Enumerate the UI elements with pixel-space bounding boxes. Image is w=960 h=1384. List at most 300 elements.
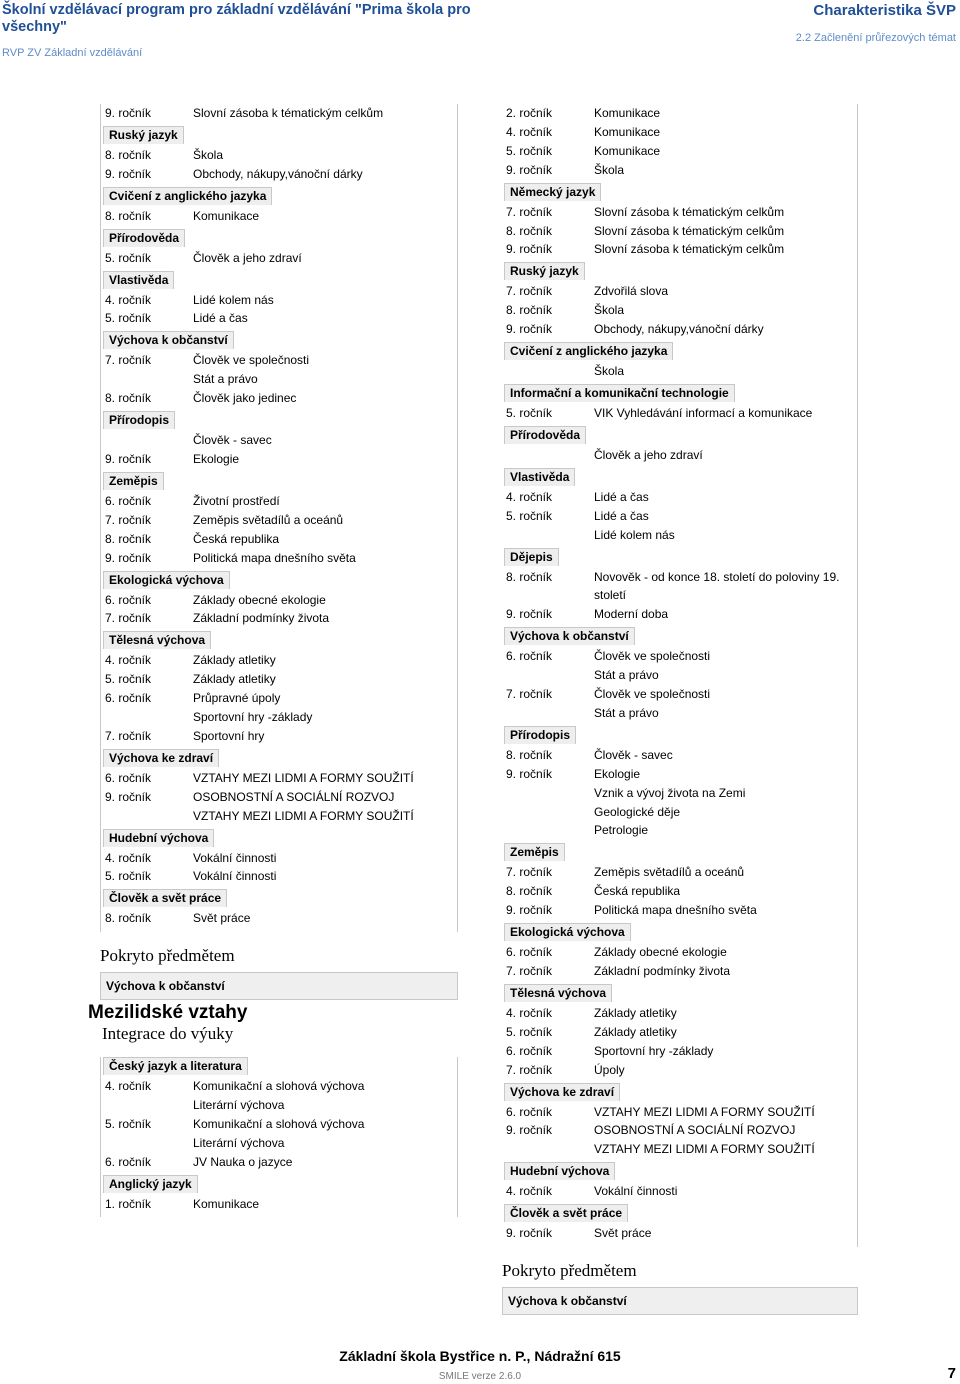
- topic-label: Politická mapa dnešního světa: [193, 550, 356, 565]
- grade-label: [502, 704, 594, 723]
- list-item: [101, 591, 457, 610]
- topic-label: Ekologie: [594, 766, 641, 781]
- list-item: [101, 389, 457, 408]
- grade-label: 9. ročník: [506, 162, 553, 177]
- subject-name: Přírodopis: [504, 726, 576, 744]
- topic-label: Vokální činnosti: [594, 1184, 678, 1199]
- grade-label: 7. ročník: [506, 964, 553, 978]
- grade-label: 8. ročník: [506, 884, 553, 899]
- list-item: [101, 1077, 457, 1096]
- subject-group-heading: [101, 229, 457, 247]
- grade-label: 4. ročník: [105, 292, 152, 307]
- subject-name: Tělesná výchova: [103, 631, 211, 649]
- list-item: [502, 446, 857, 465]
- grade-label: 5. ročník: [105, 311, 152, 326]
- topic-label: Komunikace: [594, 106, 661, 120]
- list-item: [502, 1103, 857, 1122]
- subject-group-heading: [502, 548, 857, 566]
- topic-label: Novověk - od konce 18. století do poloviny 19. století: [594, 569, 840, 603]
- subject-group-heading: [502, 426, 857, 444]
- topic-label: VZTAHY MEZI LIDMI A FORMY SOUŽITÍ: [594, 1142, 815, 1157]
- list-item: [101, 146, 457, 165]
- topic-label: Člověk ve společnosti: [193, 353, 310, 368]
- subject-group-heading: [101, 829, 457, 847]
- list-item: [101, 165, 457, 184]
- topic-label: Sportovní hry -základy: [594, 1043, 714, 1058]
- topic-label: Lidé a čas: [594, 489, 649, 504]
- topic-label: Komunikační a slohová výchova: [193, 1079, 365, 1093]
- topic-label: Základní podmínky života: [193, 611, 330, 626]
- list-item: [101, 788, 457, 807]
- topic-label: Vokální činnosti: [193, 850, 277, 865]
- list-item: [101, 769, 457, 788]
- topic-label: Literární výchova: [193, 1097, 285, 1112]
- topic-label: Základy obecné ekologie: [594, 945, 727, 960]
- list-item: [502, 765, 857, 784]
- footer-version: SMILE verze 2.6.0: [438, 1371, 522, 1382]
- list-item: [502, 526, 857, 545]
- left-column-2: [100, 1054, 458, 1217]
- grade-label: 4. ročník: [506, 1005, 553, 1020]
- topic-label: Politická mapa dnešního světa: [594, 903, 757, 918]
- grade-label: 7. ročník: [506, 284, 553, 299]
- grade-label: 7. ročník: [105, 353, 152, 368]
- topic-label: Slovní zásoba k tématickým celkům: [193, 106, 384, 120]
- grade-label: [502, 526, 594, 545]
- grade-label: 6. ročník: [105, 1154, 152, 1169]
- list-item: [101, 1195, 457, 1214]
- document-subtitle: RVP ZV Základní vzdělávání: [2, 47, 143, 59]
- grade-label: 9. ročník: [506, 242, 553, 257]
- grade-label: 9. ročník: [105, 550, 152, 565]
- topic-label: Stát a právo: [594, 705, 659, 720]
- topic-label: Lidé a čas: [594, 508, 649, 523]
- subject-name: Ruský jazyk: [103, 126, 184, 144]
- topic-label: Sportovní hry: [193, 728, 265, 743]
- list-item: [101, 291, 457, 310]
- grade-label: 4. ročník: [506, 1184, 553, 1199]
- topic-title: Mezilidské vztahy: [88, 1002, 248, 1023]
- topic-label: Škola: [594, 162, 625, 177]
- subject-name: Výchova k občanství: [103, 331, 234, 349]
- list-item: [101, 450, 457, 469]
- grade-label: 7. ročník: [105, 512, 152, 527]
- subject-group-heading: [502, 984, 857, 1002]
- list-item: [502, 821, 857, 840]
- list-item: [101, 104, 457, 123]
- topic-label: Základy obecné ekologie: [193, 592, 326, 607]
- grade-label: 6. ročník: [506, 1043, 553, 1058]
- list-item: [502, 222, 857, 241]
- grade-label: 9. ročník: [506, 322, 553, 337]
- grade-label: [101, 370, 193, 389]
- grade-label: 6. ročník: [506, 945, 553, 960]
- list-item: [101, 530, 457, 549]
- list-item: [502, 1061, 857, 1080]
- list-item: [502, 704, 857, 723]
- list-item: [502, 685, 857, 704]
- grade-label: 6. ročník: [105, 691, 152, 706]
- list-item: [101, 727, 457, 746]
- subject-name: Cvičení z anglického jazyka: [103, 187, 272, 205]
- topic-label: Úpoly: [594, 1062, 625, 1077]
- subject-group-heading: [101, 411, 457, 429]
- list-item: [502, 1182, 857, 1201]
- topic-label: Základy atletiky: [193, 653, 276, 668]
- subject-name: Přírodověda: [504, 426, 586, 444]
- subject-group-heading: [101, 889, 457, 907]
- covered-by-subject: Výchova k občanství: [100, 972, 458, 1000]
- grade-label: [502, 821, 594, 840]
- grade-label: 9. ročník: [105, 451, 152, 466]
- subject-group-heading: [502, 384, 857, 402]
- topic-label: Vokální činnosti: [193, 869, 277, 884]
- covered-by-subject-right: Výchova k občanství: [502, 1287, 858, 1315]
- topic-label: Zdvořilá slova: [594, 284, 669, 299]
- topic-label: Obchody, nákupy,vánoční dárky: [594, 322, 764, 337]
- list-item: [502, 943, 857, 962]
- topic-label: Komunikace: [193, 208, 260, 223]
- list-item: [101, 1096, 457, 1115]
- subject-group-heading: [101, 571, 457, 589]
- topic-label: VIK Vyhledávání informací a komunikace: [594, 405, 813, 420]
- grade-label: [101, 807, 193, 826]
- topic-label: Slovní zásoba k tématickým celkům: [594, 204, 785, 219]
- topic-section: [88, 980, 460, 1052]
- topic-label: Člověk a jeho zdraví: [193, 250, 302, 265]
- page-number: 7: [947, 1365, 956, 1382]
- topic-label: Člověk jako jedinec: [193, 391, 297, 406]
- topic-label: Lidé kolem nás: [594, 527, 675, 542]
- list-item: [502, 863, 857, 882]
- topic-label: Základy atletiky: [594, 1024, 677, 1039]
- subject-name: Tělesná výchova: [504, 984, 612, 1002]
- list-item: [101, 807, 457, 826]
- grade-label: 4. ročník: [105, 653, 152, 668]
- topic-label: OSOBNOSTNÍ A SOCIÁLNÍ ROZVOJ: [594, 1123, 796, 1138]
- subject-group-heading: [502, 468, 857, 486]
- topic-label: Petrologie: [594, 823, 649, 838]
- topic-label: Svět práce: [193, 911, 251, 926]
- integration-subject-list: [100, 1057, 458, 1217]
- list-item: [502, 746, 857, 765]
- list-item: [101, 909, 457, 928]
- list-item: [101, 549, 457, 568]
- grade-label: 1. ročník: [105, 1196, 152, 1211]
- grade-label: 4. ročník: [105, 1079, 152, 1093]
- covered-by-title: Pokryto předmětem: [100, 946, 235, 966]
- topic-label: Obchody, nákupy,vánoční dárky: [193, 166, 363, 181]
- topic-label: Svět práce: [594, 1226, 652, 1241]
- topic-label: Člověk ve společnosti: [594, 649, 711, 664]
- list-item: [502, 404, 857, 423]
- list-item: [502, 1004, 857, 1023]
- grade-label: 7. ročník: [506, 865, 553, 880]
- grade-label: 7. ročník: [506, 687, 553, 702]
- subject-group-heading: [502, 1204, 857, 1222]
- subject-name: Dějepis: [504, 548, 559, 566]
- grade-label: 9. ročník: [506, 1226, 553, 1241]
- grade-label: [502, 784, 594, 803]
- grade-label: [101, 1096, 193, 1115]
- subject-name: Ekologická výchova: [103, 571, 230, 589]
- topic-label: Komunikace: [594, 124, 661, 139]
- grade-label: 7. ročník: [506, 1062, 553, 1077]
- subject-name: Přírodopis: [103, 411, 175, 429]
- right-column: [502, 104, 858, 1315]
- topic-label: Životní prostředí: [193, 493, 280, 508]
- subject-name: Výchova ke zdraví: [504, 1083, 620, 1101]
- list-item: [502, 1042, 857, 1061]
- grade-label: 2. ročník: [506, 106, 553, 120]
- subject-name: Cvičení z anglického jazyka: [504, 342, 673, 360]
- subject-group-heading: [101, 472, 457, 490]
- grade-label: 6. ročník: [105, 493, 152, 508]
- subject-name: Člověk a svět práce: [103, 889, 227, 907]
- list-item: [502, 1121, 857, 1140]
- grade-label: 9. ročník: [105, 106, 152, 120]
- subject-group-heading: [101, 331, 457, 349]
- grade-label: [101, 431, 193, 450]
- list-item: [502, 784, 857, 803]
- topic-label: VZTAHY MEZI LIDMI A FORMY SOUŽITÍ: [193, 808, 414, 823]
- topic-label: Literární výchova: [193, 1135, 285, 1150]
- subject-group-heading: [502, 1083, 857, 1101]
- grade-label: [101, 1134, 193, 1153]
- grade-label: 6. ročník: [105, 770, 152, 785]
- subject-group-heading: [502, 262, 857, 280]
- subject-group-heading: [502, 923, 857, 941]
- grade-label: 7. ročník: [105, 728, 152, 743]
- subject-group-heading: [502, 726, 857, 744]
- list-item: [502, 901, 857, 920]
- grade-label: 5. ročník: [506, 1024, 553, 1039]
- grade-label: 9. ročník: [105, 789, 152, 804]
- grade-label: 6. ročník: [105, 592, 152, 607]
- list-item: [101, 511, 457, 530]
- list-item: [101, 1134, 457, 1153]
- list-item: [502, 1224, 857, 1243]
- grade-label: 8. ročník: [506, 747, 553, 762]
- subject-group-heading: [101, 126, 457, 144]
- grade-label: 8. ročník: [105, 911, 152, 926]
- subject-name: Výchova k občanství: [504, 627, 635, 645]
- topic-label: Komunikační a slohová výchova: [193, 1116, 365, 1131]
- grade-label: 7. ročník: [506, 204, 553, 219]
- list-item: [502, 647, 857, 666]
- topic-label: Škola: [193, 147, 224, 162]
- list-item: [502, 605, 857, 624]
- grade-label: 8. ročník: [105, 147, 152, 162]
- grade-label: 5. ročník: [105, 250, 152, 265]
- footer-school: Základní škola Bystřice n. P., Nádražní 615: [339, 1348, 621, 1364]
- list-item: [502, 1140, 857, 1159]
- list-item: [502, 962, 857, 981]
- subject-name: Ekologická výchova: [504, 923, 631, 941]
- list-item: [502, 123, 857, 142]
- list-item: [101, 689, 457, 708]
- grade-label: 9. ročník: [506, 903, 553, 918]
- topic-label: Člověk - savec: [193, 433, 272, 448]
- list-item: [101, 431, 457, 450]
- topic-label: Člověk a jeho zdraví: [594, 447, 703, 462]
- topic-label: Komunikace: [594, 143, 661, 158]
- grade-label: 6. ročník: [506, 649, 553, 664]
- list-item: [101, 1153, 457, 1172]
- grade-label: 5. ročník: [105, 1116, 152, 1131]
- subject-name: Vlastivěda: [504, 468, 575, 486]
- topic-label: Základy atletiky: [193, 672, 276, 687]
- grade-label: 9. ročník: [506, 1123, 553, 1138]
- list-item: [101, 492, 457, 511]
- grade-label: [502, 362, 594, 381]
- list-item: [502, 1023, 857, 1042]
- subject-group-heading: [101, 631, 457, 649]
- grade-label: 4. ročník: [506, 124, 553, 139]
- grade-label: 5. ročník: [105, 869, 152, 884]
- list-item: [101, 351, 457, 370]
- right-subject-list: [502, 104, 858, 1247]
- topic-label: Komunikace: [193, 1196, 260, 1211]
- subject-group-heading: [502, 1162, 857, 1180]
- subject-name: Zeměpis: [504, 843, 565, 861]
- subject-group-heading: [502, 342, 857, 360]
- grade-label: 9. ročník: [105, 166, 152, 181]
- topic-label: Ekologie: [193, 451, 240, 466]
- list-item: [502, 161, 857, 180]
- topic-label: Základní podmínky života: [594, 964, 731, 978]
- subject-name: Člověk a svět práce: [504, 1204, 628, 1222]
- topic-label: Česká republika: [193, 531, 280, 546]
- list-item: [502, 240, 857, 259]
- list-item: [101, 708, 457, 727]
- list-item: [101, 1115, 457, 1134]
- grade-label: 8. ročník: [506, 569, 553, 584]
- topic-label: Stát a právo: [193, 372, 258, 387]
- topic-label: Česká republika: [594, 884, 681, 899]
- grade-label: 8. ročník: [105, 391, 152, 406]
- topic-label: Moderní doba: [594, 607, 669, 622]
- grade-label: 8. ročník: [506, 303, 553, 318]
- topic-label: Zeměpis světadílů a oceánů: [594, 865, 745, 880]
- list-item: [101, 609, 457, 628]
- subject-name: Hudební výchova: [103, 829, 214, 847]
- topic-label: Základy atletiky: [594, 1005, 677, 1020]
- grade-label: 5. ročník: [506, 143, 553, 158]
- grade-label: 7. ročník: [105, 611, 152, 626]
- subject-name: Ruský jazyk: [504, 262, 585, 280]
- left-subject-list: [100, 104, 458, 932]
- subject-group-heading: [101, 187, 457, 205]
- subject-group-heading: [101, 271, 457, 289]
- topic-label: Geologické děje: [594, 804, 681, 819]
- list-item: [101, 207, 457, 226]
- covered-by-title-right: Pokryto předmětem: [502, 1261, 637, 1281]
- grade-label: [101, 708, 193, 727]
- topic-label: OSOBNOSTNÍ A SOCIÁLNÍ ROZVOJ: [193, 789, 395, 804]
- list-item: [502, 882, 857, 901]
- grade-label: 4. ročník: [506, 489, 553, 504]
- grade-label: [502, 803, 594, 822]
- list-item: [502, 282, 857, 301]
- subject-name: Zeměpis: [103, 472, 164, 490]
- topic-label: Vznik a vývoj života na Zemi: [594, 785, 746, 800]
- subject-name: Informační a komunikační technologie: [504, 384, 735, 402]
- list-item: [101, 849, 457, 868]
- grade-label: [502, 1140, 594, 1159]
- list-item: [502, 362, 857, 381]
- list-item: [502, 320, 857, 339]
- topic-label: Průpravné úpoly: [193, 691, 281, 706]
- topic-label: Člověk - savec: [594, 747, 673, 762]
- grade-label: [502, 446, 594, 465]
- topic-label: Škola: [594, 364, 625, 379]
- list-item: [101, 309, 457, 328]
- list-item: [101, 651, 457, 670]
- list-item: [502, 104, 857, 123]
- list-item: [101, 867, 457, 886]
- subject-group-heading: [101, 1057, 457, 1075]
- topic-label: Slovní zásoba k tématickým celkům: [594, 223, 785, 238]
- subject-name: Český jazyk a literatura: [103, 1057, 248, 1075]
- topic-label: Člověk ve společnosti: [594, 687, 711, 702]
- subject-group-heading: [101, 1175, 457, 1193]
- topic-label: Zeměpis světadílů a oceánů: [193, 512, 344, 527]
- topic-label: Škola: [594, 303, 625, 318]
- grade-label: 4. ročník: [105, 850, 152, 865]
- list-item: [101, 670, 457, 689]
- list-item: [502, 507, 857, 526]
- list-item: [502, 301, 857, 320]
- subject-group-heading: [101, 749, 457, 767]
- grade-label: [502, 666, 594, 685]
- subject-name: Vlastivěda: [103, 271, 174, 289]
- topic-label: Sportovní hry -základy: [193, 710, 313, 725]
- topic-label: Lidé kolem nás: [193, 292, 274, 307]
- subject-group-heading: [502, 183, 857, 201]
- grade-label: 5. ročník: [506, 508, 553, 523]
- left-column: [100, 104, 458, 1000]
- subject-name: Hudební výchova: [504, 1162, 615, 1180]
- grade-label: 6. ročník: [506, 1104, 553, 1119]
- subject-name: Výchova ke zdraví: [103, 749, 219, 767]
- grade-label: 8. ročník: [506, 223, 553, 238]
- grade-label: 9. ročník: [506, 766, 553, 781]
- topic-label: Slovní zásoba k tématickým celkům: [594, 242, 785, 257]
- subject-name: Anglický jazyk: [103, 1175, 198, 1193]
- document-title: Školní vzdělávací program pro základní vzdělávání "Prima škola pro všechny": [2, 2, 471, 35]
- grade-label: 8. ročník: [105, 531, 152, 546]
- grade-label: 5. ročník: [506, 405, 553, 420]
- list-item: [502, 142, 857, 161]
- subject-name: Přírodověda: [103, 229, 185, 247]
- subject-group-heading: [502, 627, 857, 645]
- list-item: [101, 249, 457, 268]
- topic-label: Lidé a čas: [193, 311, 248, 326]
- topic-label: VZTAHY MEZI LIDMI A FORMY SOUŽITÍ: [193, 770, 414, 785]
- list-item: [502, 203, 857, 222]
- section-title: Charakteristika ŠVP: [813, 2, 956, 19]
- grade-label: 8. ročník: [105, 208, 152, 223]
- list-item: [101, 370, 457, 389]
- grade-label: 9. ročník: [506, 607, 553, 622]
- list-item: [502, 666, 857, 685]
- topic-label: VZTAHY MEZI LIDMI A FORMY SOUŽITÍ: [594, 1104, 815, 1119]
- topic-label: JV Nauka o jazyce: [193, 1154, 293, 1169]
- integration-title: Integrace do výuky: [102, 1024, 234, 1043]
- subject-name: Německý jazyk: [504, 183, 601, 201]
- topic-label: Stát a právo: [594, 668, 659, 683]
